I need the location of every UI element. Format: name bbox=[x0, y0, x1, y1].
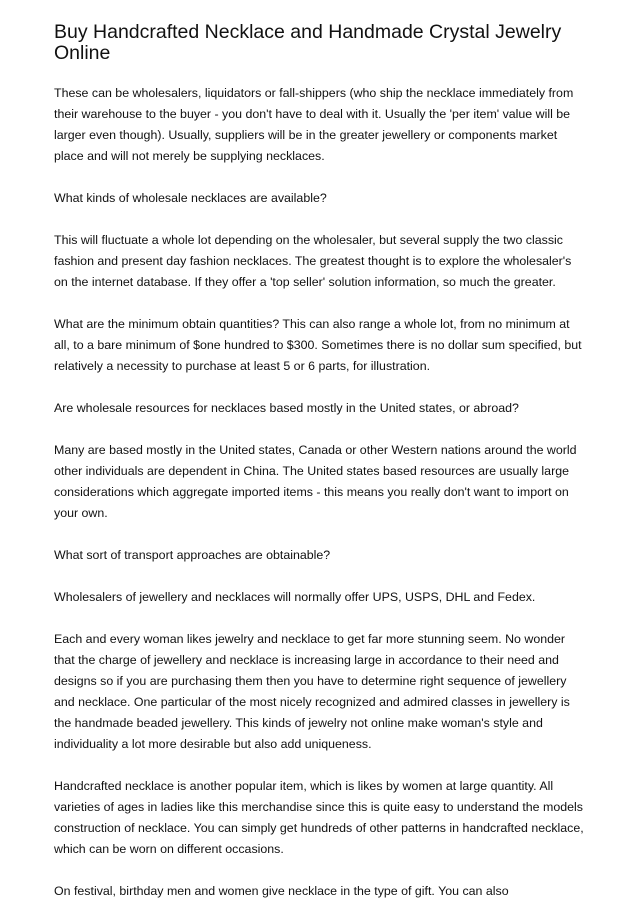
paragraph-location-answer: Many are based mostly in the United states, Canada or other Western nations around the world other individuals are dependent in China. The United states based resources are usually large considerations which aggregate imported items - this means you really don't want to import on your own. bbox=[54, 443, 577, 520]
paragraph-minimum-quantities: What are the minimum obtain quantities? This can also range a whole lot, from no minimum at all, to a bare minimum of $one hundred to $300. Sometimes there is no dollar sum specified, but relatively a necessity to purchase at least 5 or 6 parts, for illustration. bbox=[54, 317, 582, 373]
paragraph-handcrafted: Handcrafted necklace is another popular item, which is likes by women at large quantity. All varieties of ages in ladies like this merchandise since this is quite easy to understand the models construction of necklace. You can simply get hundreds of other patterns in handcrafted necklace, which can be worn on different occasions. bbox=[54, 779, 584, 856]
document-page bbox=[54, 22, 588, 902]
document-title: Buy Handcrafted Necklace and Handmade Crystal Jewelry Online bbox=[54, 21, 562, 64]
paragraph-transport-answer: Wholesalers of jewellery and necklaces will normally offer UPS, USPS, DHL and Fedex. bbox=[54, 590, 536, 604]
paragraph-every-woman: Each and every woman likes jewelry and necklace to get far more stunning seem. No wonder that the charge of jewellery and necklace is increasing large in accordance to their need and designs so if you are purchasing them then you have to determine right sequence of jewellery and necklace. One particular of the most nicely recognized and admired classes in jewellery is the handmade beaded jewellery. This kinds of jewelry not online make woman's style and individuality a lot more desirable but also add uniqueness. bbox=[54, 632, 570, 751]
paragraph-kinds-answer: This will fluctuate a whole lot depending on the wholesaler, but several supply the two classic fashion and present day fashion necklaces. The greatest thought is to explore the wholesaler's on the internet database. If they offer a 'top seller' solution information, so much the greater. bbox=[54, 233, 572, 289]
paragraph-intro: These can be wholesalers, liquidators or fall-shippers (who ship the necklace immediately from their warehouse to the buyer - you don't have to deal with it. Usually the 'per item' value will be larger even though). Usually, suppliers will be in the greater jewellery or components market place and will not merely be supplying necklaces. bbox=[54, 86, 574, 163]
paragraph-question-location: Are wholesale resources for necklaces based mostly in the United states, or abroad? bbox=[54, 401, 519, 415]
paragraph-festival: On festival, birthday men and women give necklace in the type of gift. You can also bbox=[54, 884, 509, 898]
paragraph-question-transport: What sort of transport approaches are obtainable? bbox=[54, 548, 331, 562]
paragraph-question-kinds: What kinds of wholesale necklaces are available? bbox=[54, 191, 327, 205]
